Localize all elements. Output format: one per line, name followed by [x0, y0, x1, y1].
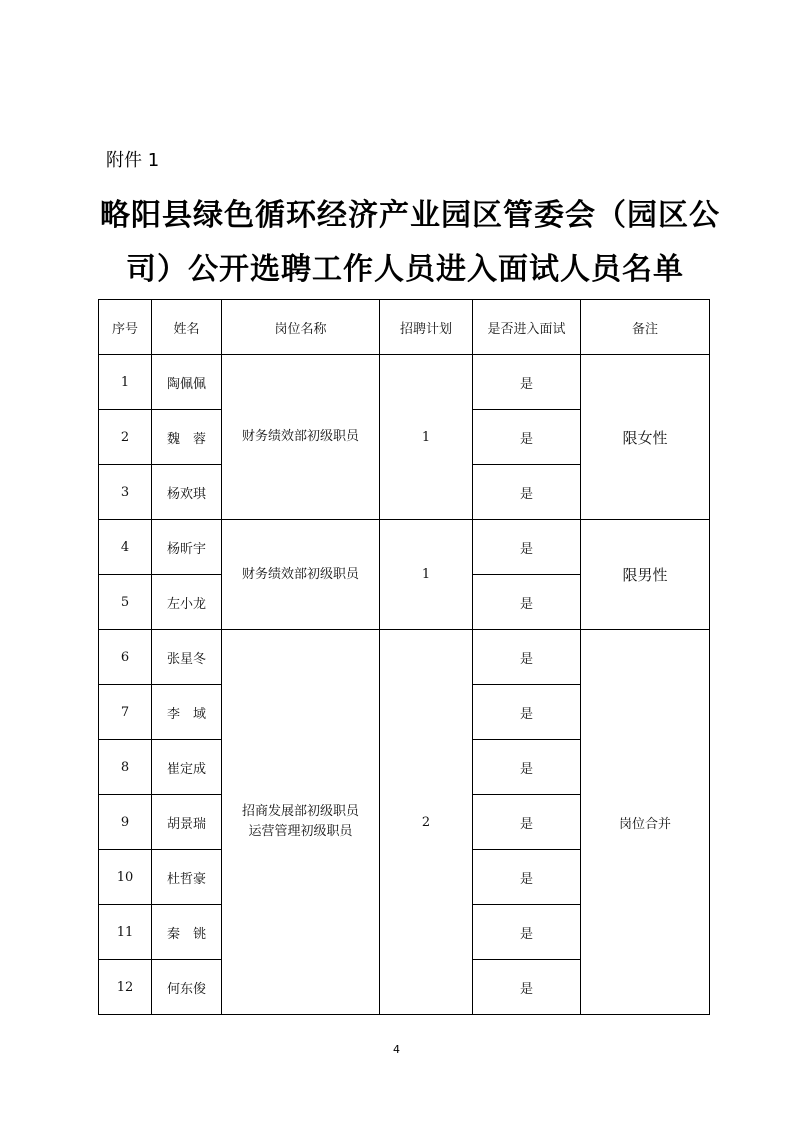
candidate-name: 秦 铫 [152, 905, 222, 960]
candidate-name: 胡景瑞 [152, 795, 222, 850]
row-number: 12 [99, 960, 152, 1015]
interview-roster-table [98, 299, 710, 1015]
row-number: 11 [99, 905, 152, 960]
table-row [99, 520, 710, 575]
header-cell-name: 姓名 [152, 300, 222, 355]
header-cell-interview: 是否进入面试 [473, 300, 581, 355]
position-name [222, 630, 380, 1015]
row-number: 2 [99, 410, 152, 465]
recruit-plan: 1 [380, 520, 473, 630]
note: 限女性 [581, 355, 710, 520]
header-cell-plan: 招聘计划 [380, 300, 473, 355]
header-cell-note: 备注 [581, 300, 710, 355]
position-line: 招商发展部初级职员 [241, 804, 359, 819]
interview-status: 是 [473, 355, 581, 410]
page-number: 4 [393, 1043, 400, 1056]
candidate-name: 李 域 [152, 685, 222, 740]
row-number: 7 [99, 685, 152, 740]
candidate-name: 崔定成 [152, 740, 222, 795]
row-number: 4 [99, 520, 152, 575]
recruit-plan: 2 [380, 630, 473, 1015]
candidate-name: 左小龙 [152, 575, 222, 630]
candidate-name: 杨欢琪 [152, 465, 222, 520]
table-row [99, 630, 710, 685]
row-number: 9 [99, 795, 152, 850]
header-cell-position: 岗位名称 [222, 300, 380, 355]
interview-status: 是 [473, 575, 581, 630]
recruit-plan: 1 [380, 355, 473, 520]
candidate-name: 陶佩佩 [152, 355, 222, 410]
interview-status: 是 [473, 520, 581, 575]
row-number: 6 [99, 630, 152, 685]
row-number: 5 [99, 575, 152, 630]
interview-status: 是 [473, 850, 581, 905]
candidate-name: 何东俊 [152, 960, 222, 1015]
interview-status: 是 [473, 410, 581, 465]
row-number: 8 [99, 740, 152, 795]
interview-status: 是 [473, 630, 581, 685]
row-number: 1 [99, 355, 152, 410]
header-cell-no: 序号 [99, 300, 152, 355]
row-number: 10 [99, 850, 152, 905]
document-title-line-2: 司）公开选聘工作人员进入面试人员名单 [126, 252, 684, 287]
interview-status: 是 [473, 740, 581, 795]
position-line: 财务绩效部初级职员 [241, 566, 359, 582]
candidate-name: 魏 蓉 [152, 410, 222, 465]
position-line: 运营管理初级职员 [248, 824, 353, 839]
position-name [222, 355, 380, 520]
note: 岗位合并 [581, 630, 710, 1015]
position-line: 财务绩效部初级职员 [241, 429, 359, 444]
candidate-name: 张星冬 [152, 630, 222, 685]
candidate-name: 杜哲豪 [152, 850, 222, 905]
interview-status: 是 [473, 795, 581, 850]
candidate-name: 杨昕宇 [152, 520, 222, 575]
interview-status: 是 [473, 465, 581, 520]
interview-status: 是 [473, 905, 581, 960]
interview-status: 是 [473, 685, 581, 740]
document-title-line-1: 略阳县绿色循环经济产业园区管委会（园区公 [100, 198, 720, 233]
note: 限男性 [581, 520, 710, 630]
interview-status: 是 [473, 960, 581, 1015]
attachment-label: 附件 1 [106, 150, 160, 171]
position-name [222, 520, 380, 630]
table-header-row [99, 300, 710, 355]
row-number: 3 [99, 465, 152, 520]
table-row [99, 355, 710, 410]
